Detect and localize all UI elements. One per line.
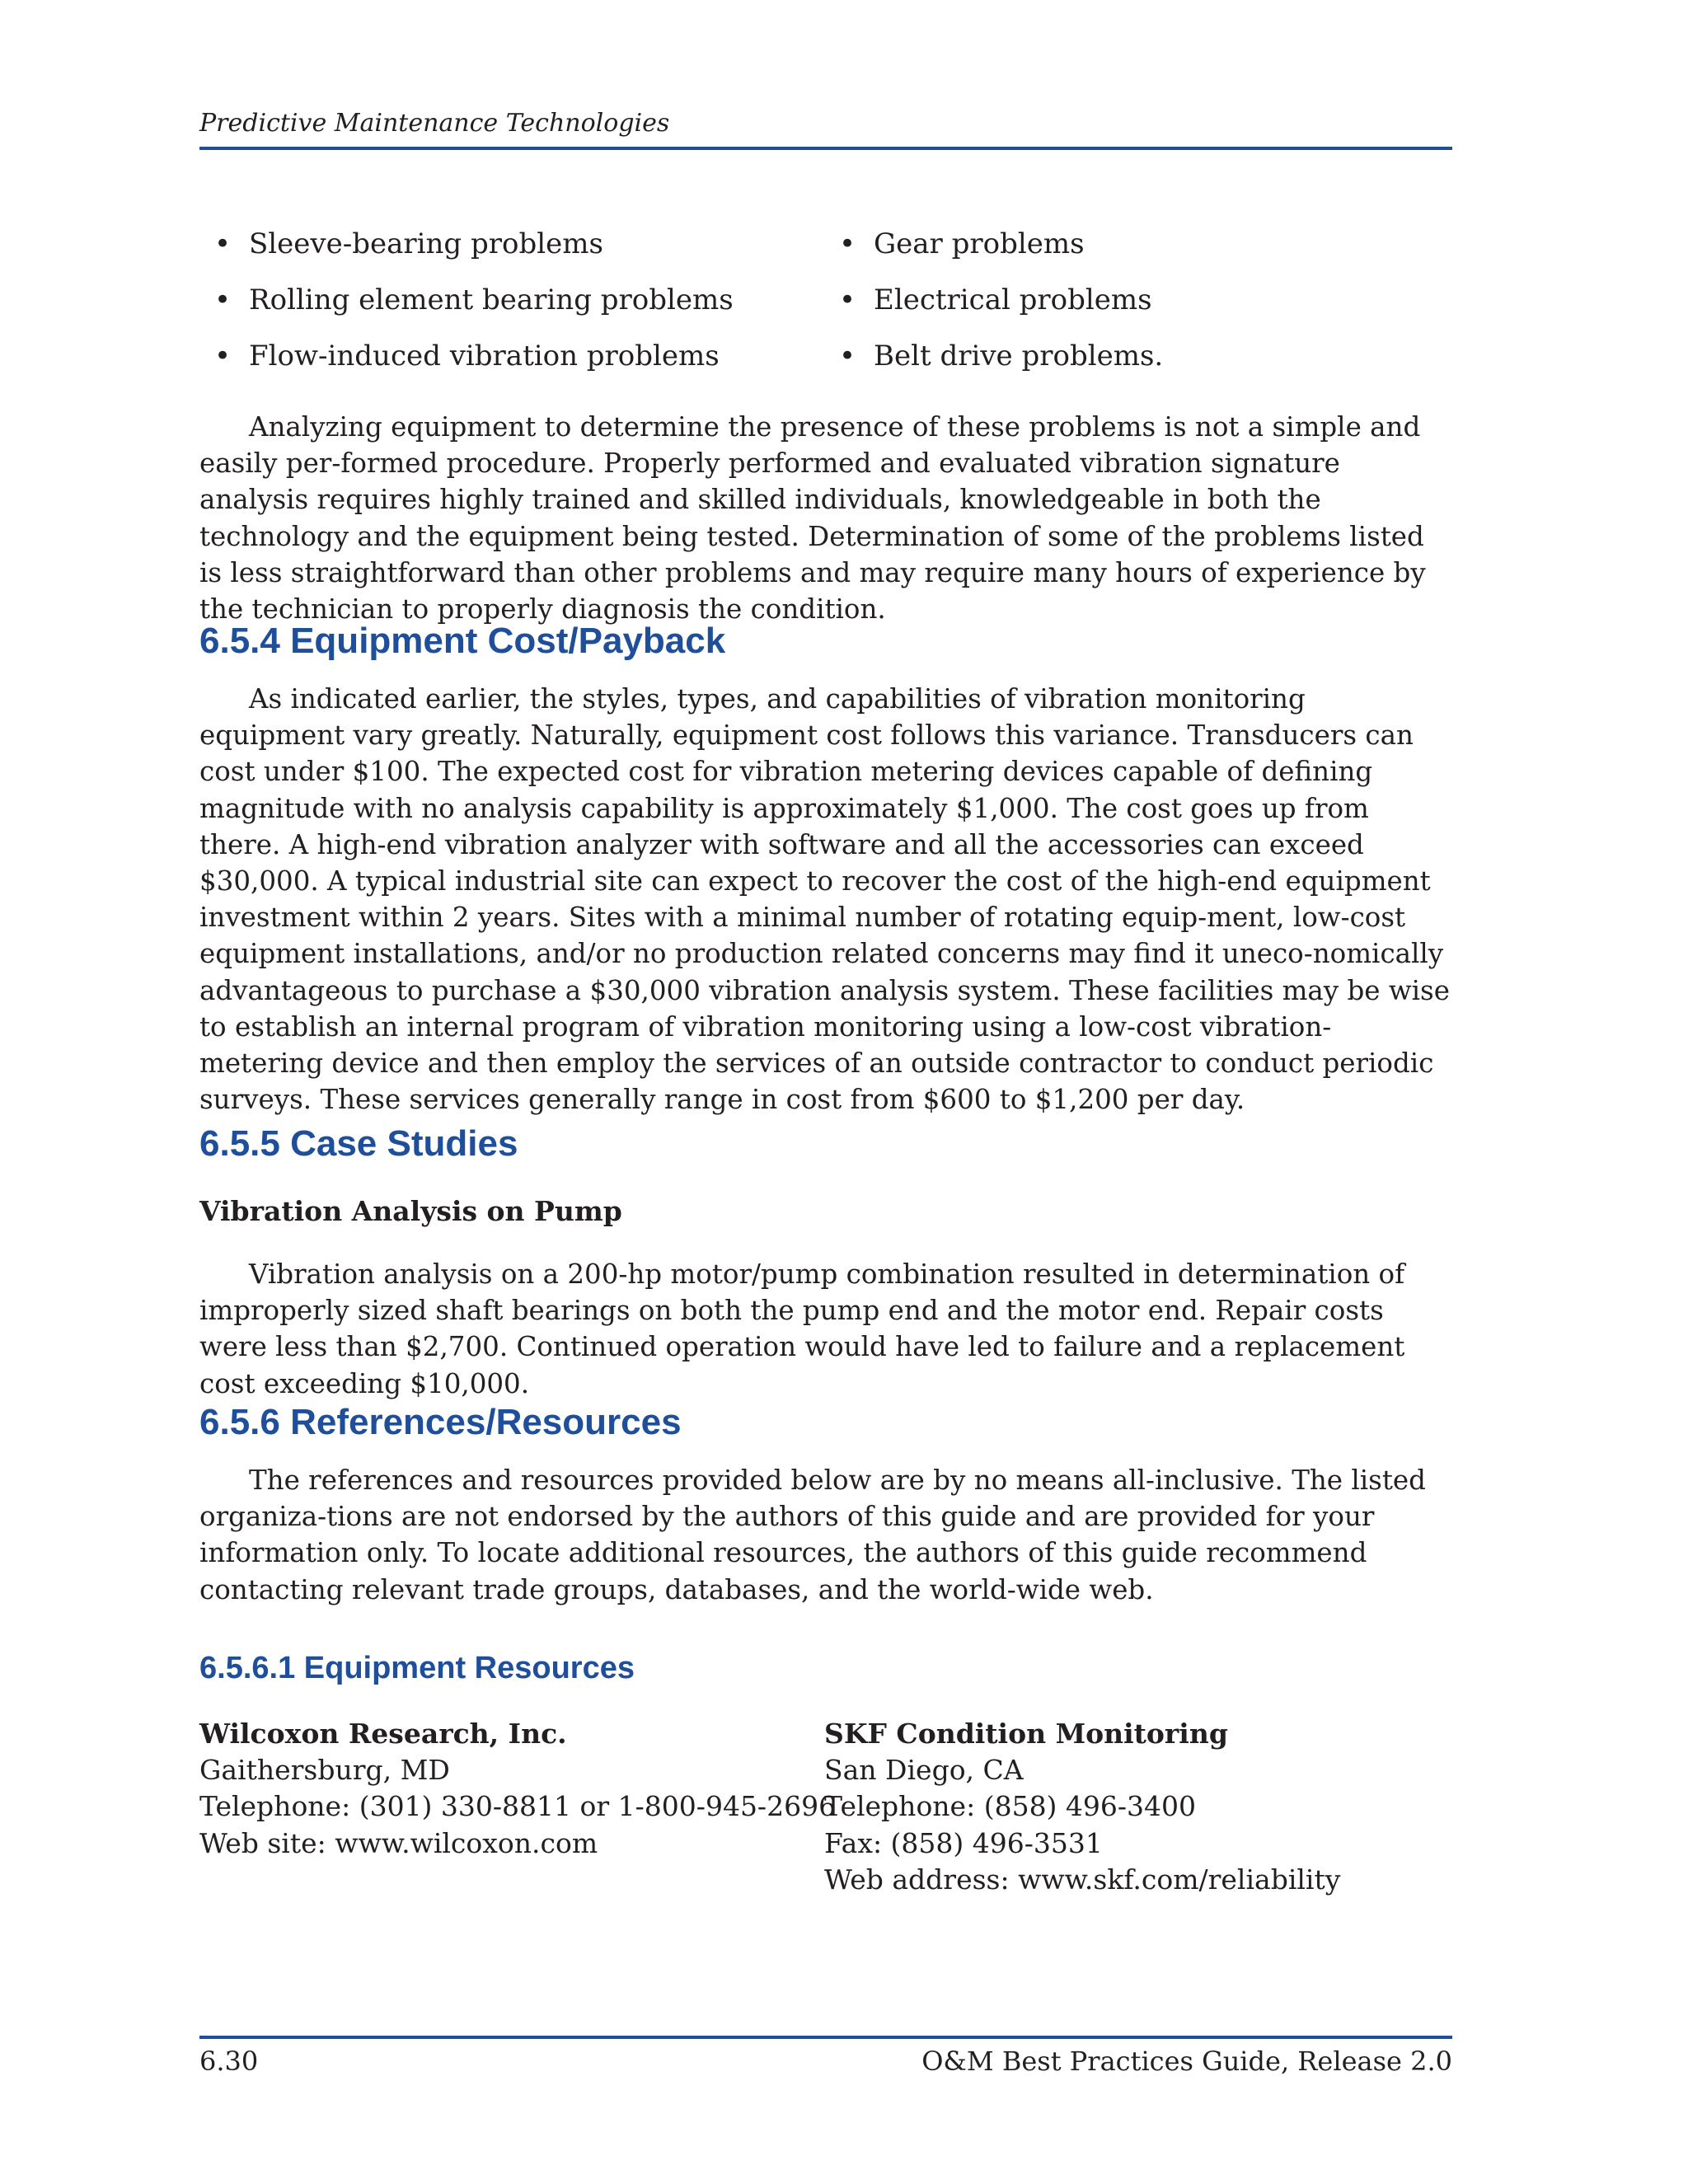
list-item: • Rolling element bearing problems [214, 272, 734, 328]
cost-paragraph: As indicated earlier, the styles, types, and capabilities of vibration monitoring equipment vary greatly. Naturally, equipment cost follows this variance. Transducers can cost under $100. The expected cost for vibration metering devices capable of defining magnitude with no analysis capability is approximately $1,000. The cost goes up from there. A high-end vibration analyzer with software and all the accessories can exceed $30,000. A typical industrial site can expect to recover the cost of the high-end equipment investment within 2 years. Sites with a minimal number of rotating equip-ment, low-cost equipment installations, and/or no production related concerns may find it uneco-nomically advantageous to purchase a $30,000 vibration analysis system. These facilities may be wise to establish an internal program of vibration monitoring using a low-cost vibration-metering device and then employ the services of an outside contractor to conduct periodic surveys. These services generally range in cost from $600 to $1,200 per day. [199, 683, 1450, 1116]
section-equipment-resources [199, 1648, 1452, 1688]
page-number: 6.30 [199, 2046, 259, 2077]
list-item: • Belt drive problems. [839, 328, 1163, 384]
list-item: • Flow-induced vibration problems [214, 328, 734, 384]
bullet-icon: • [214, 227, 232, 260]
contact-wilcoxon [199, 1716, 836, 1862]
bullet-icon: • [214, 284, 232, 316]
contact-website: Web site: www.wilcoxon.com [199, 1826, 598, 1859]
bullet-icon: • [839, 340, 856, 373]
footer-rule [199, 2036, 1452, 2039]
contact-skf [824, 1716, 1340, 1898]
subsection-heading: 6.5.6.1 Equipment Resources [199, 1651, 635, 1685]
contact-location: San Diego, CA [824, 1754, 1024, 1787]
contact-telephone: Telephone: (858) 496-3400 [824, 1790, 1197, 1823]
list-item: • Gear problems [839, 216, 1163, 272]
bullet-column-right [839, 216, 1163, 384]
section-heading: 6.5.4 Equipment Cost/Payback [199, 621, 726, 661]
bullet-icon: • [839, 227, 856, 260]
intro-section [199, 409, 1452, 627]
publication-title: O&M Best Practices Guide, Release 2.0 [921, 2046, 1452, 2077]
list-item: • Electrical problems [839, 272, 1163, 328]
section-heading: 6.5.6 References/Resources [199, 1402, 682, 1442]
references-paragraph: The references and resources provided below are by no means all-inclusive. The listed organiza-tions are not endorsed by the authors of this guide and are provided for your information only. To locate additional resources, the authors of this guide recommend contacting relevant trade groups, databases, and the world-wide web. [199, 1465, 1426, 1605]
intro-paragraph: Analyzing equipment to determine the presence of these problems is not a simple and easily per-formed procedure. Properly performed and evaluated vibration signature analysis requires highly trained and skilled individuals, knowledgeable in both the technology and the equipment being tested. Determination of some of the problems listed is less straightforward than other problems and may require many hours of experience by the technician to properly diagnosis the condition. [199, 411, 1426, 626]
case-study-title: Vibration Analysis on Pump [199, 1195, 622, 1227]
contact-telephone: Telephone: (301) 330-8811 or 1-800-945-2696 [199, 1790, 837, 1823]
contact-location: Gaithersburg, MD [199, 1754, 450, 1787]
document-page [199, 0, 1452, 2184]
contact-fax: Fax: (858) 496-3531 [824, 1826, 1103, 1859]
section-case-studies [199, 1121, 1452, 1402]
section-equipment-cost [199, 618, 1452, 1118]
contact-org-name: SKF Condition Monitoring [824, 1718, 1228, 1750]
case-study-paragraph: Vibration analysis on a 200-hp motor/pump combination resulted in determination of improperly sized shaft bearings on both the pump end and the motor end. Repair costs were less than $2,700. Continued operation would have led to failure and a replacement cost exceeding $10,000. [199, 1258, 1405, 1399]
bullet-column-left [214, 216, 734, 384]
header-rule [199, 147, 1452, 150]
list-item: • Sleeve-bearing problems [214, 216, 734, 272]
bullet-icon: • [839, 284, 856, 316]
bullet-icon: • [214, 340, 232, 373]
running-header: Predictive Maintenance Technologies [199, 109, 670, 138]
contact-org-name: Wilcoxon Research, Inc. [199, 1718, 567, 1750]
section-references [199, 1399, 1452, 1608]
contact-website: Web address: www.skf.com/reliability [824, 1863, 1341, 1896]
section-heading: 6.5.5 Case Studies [199, 1123, 518, 1164]
